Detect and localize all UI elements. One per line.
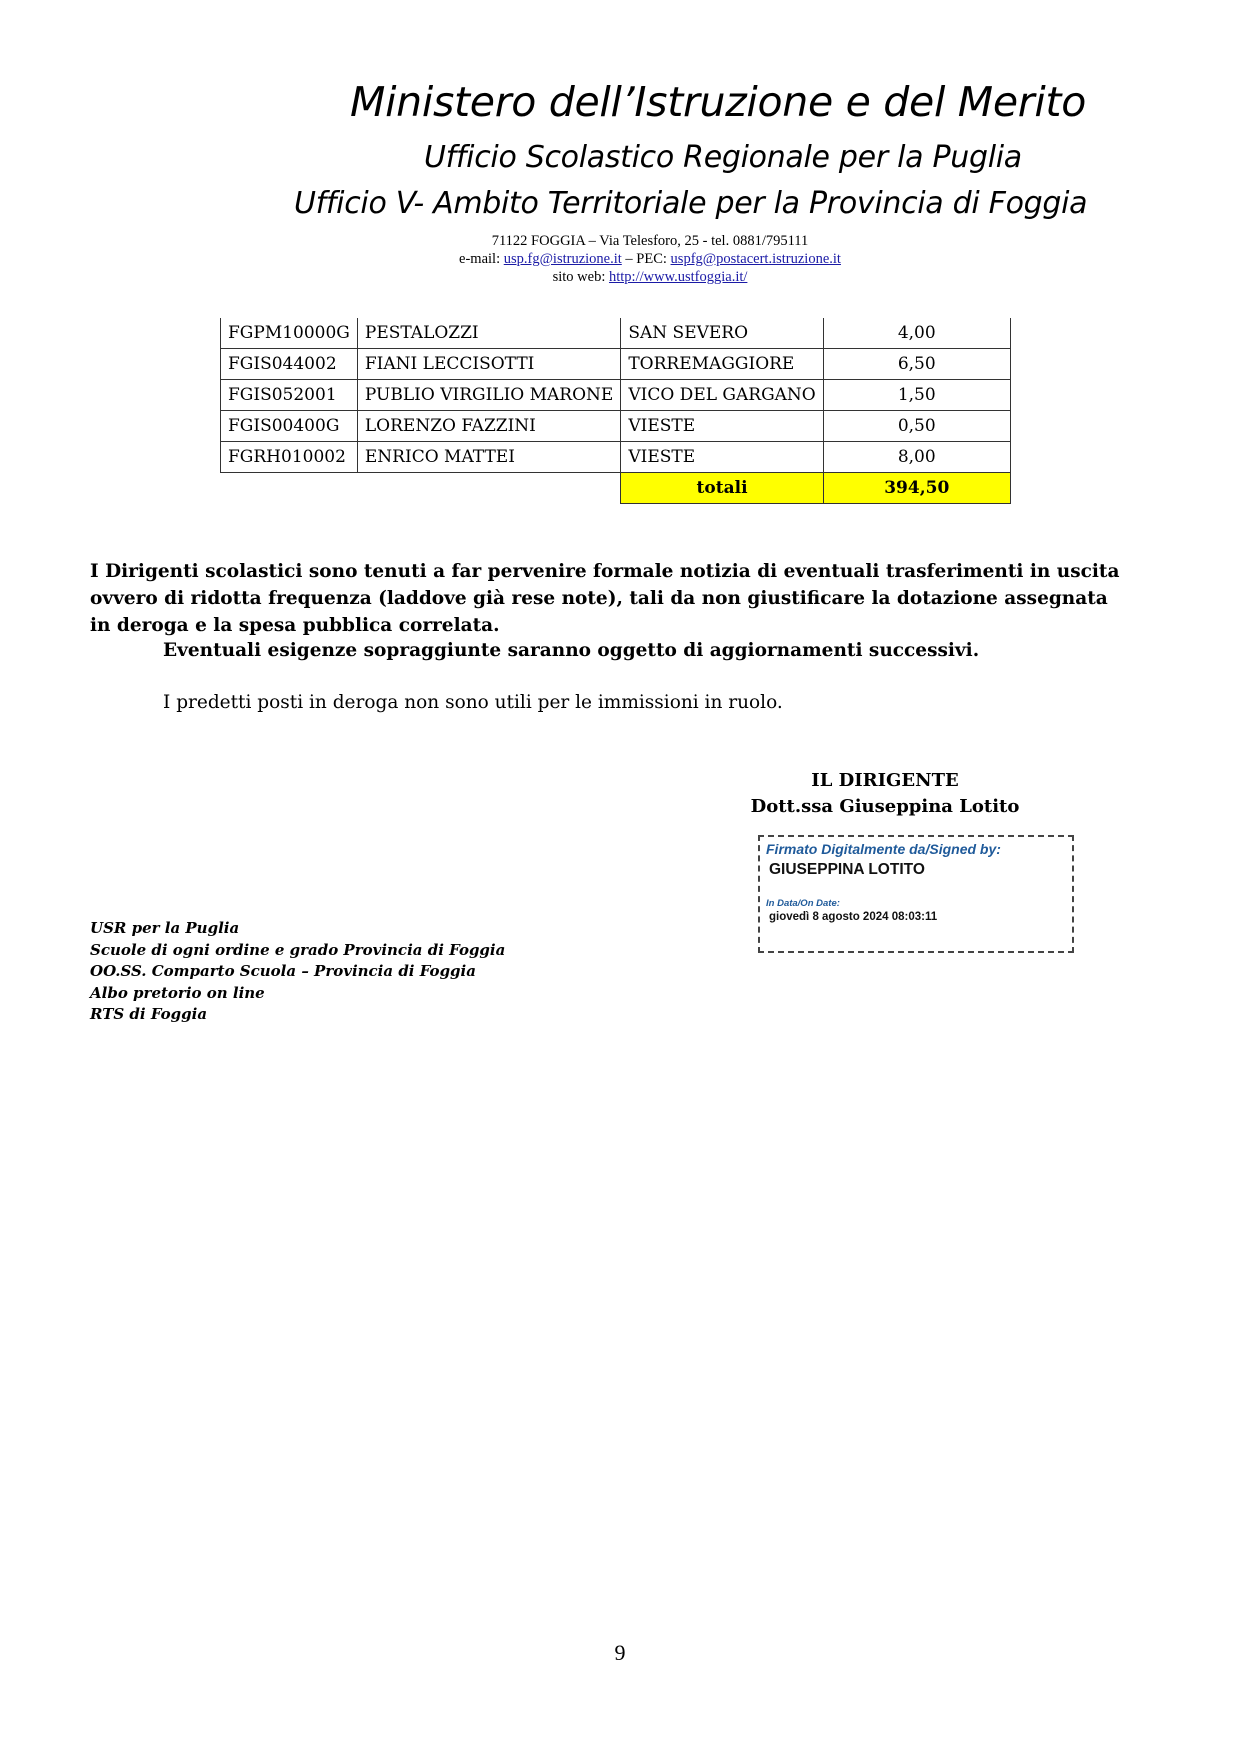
list-item: Albo pretorio on line <box>90 983 265 1002</box>
stamp-signer: GIUSEPPINA LOTITO <box>769 861 925 878</box>
list-item: RTS di Foggia <box>90 1005 208 1023</box>
school-name: PESTALOZZI <box>357 318 620 349</box>
school-name: ENRICO MATTEI <box>357 442 620 473</box>
office-title: Ufficio Scolastico Regionale per la Puglia <box>424 140 1022 175</box>
digital-signature-stamp <box>758 835 1074 953</box>
table-row <box>221 442 1011 473</box>
distribution-list <box>90 918 505 1026</box>
web-line <box>300 268 1000 286</box>
email-link[interactable]: usp.fg@istruzione.it <box>503 251 622 267</box>
totals-label: totali <box>621 473 823 504</box>
notice-paragraph: I Dirigenti scolastici sono tenuti a far pervenire formale notizia di eventuali trasferimenti in uscita ovvero di ridotta frequenza (laddove già rese note), tali da non giustificare la dotazione assegnata in deroga e la spesa pubblica correlata. <box>90 561 1120 636</box>
list-item: OO.SS. Comparto Scuola – Provincia di Foggia <box>90 962 476 980</box>
school-code: FGRH010002 <box>221 442 358 473</box>
deroga-paragraph: I predetti posti in deroga non sono utili per le immissioni in ruolo. <box>163 692 783 713</box>
school-city: VICO DEL GARGANO <box>621 380 823 411</box>
table-row <box>221 349 1011 380</box>
signer-role: IL DIRIGENTE <box>811 770 959 791</box>
school-value: 8,00 <box>823 442 1010 473</box>
email-label: e-mail: <box>459 251 504 267</box>
school-code: FGIS052001 <box>221 380 358 411</box>
email-line <box>300 250 1000 268</box>
school-code: FGPM10000G <box>221 318 358 349</box>
school-value: 6,50 <box>823 349 1010 380</box>
school-value: 4,00 <box>823 318 1010 349</box>
ministry-title: Ministero dell’Istruzione e del Merito <box>350 78 1086 126</box>
table-row <box>221 318 1011 349</box>
school-name: LORENZO FAZZINI <box>357 411 620 442</box>
sub-office-title: Ufficio V- Ambito Territoriale per la Provincia di Foggia <box>294 186 1088 221</box>
updates-paragraph: Eventuali esigenze sopraggiunte saranno oggetto di aggiornamenti successivi. <box>163 640 980 661</box>
totals-value: 394,50 <box>823 473 1010 504</box>
school-code: FGIS044002 <box>221 349 358 380</box>
school-city: VIESTE <box>621 442 823 473</box>
school-value: 1,50 <box>823 380 1010 411</box>
totals-row <box>221 473 1011 504</box>
address-line: 71122 FOGGIA – Via Telesforo, 25 - tel. 0881/795111 <box>491 233 809 249</box>
school-name: FIANI LECCISOTTI <box>357 349 620 380</box>
page-number: 9 <box>614 1640 626 1665</box>
school-city: VIESTE <box>621 411 823 442</box>
allocation-table <box>220 318 1011 504</box>
web-label: sito web: <box>552 269 609 285</box>
list-item: USR per la Puglia <box>90 919 240 937</box>
school-name: PUBLIO VIRGILIO MARONE <box>357 380 620 411</box>
web-link[interactable]: http://www.ustfoggia.it/ <box>608 269 748 285</box>
school-value: 0,50 <box>823 411 1010 442</box>
school-city: SAN SEVERO <box>621 318 823 349</box>
stamp-date: giovedì 8 agosto 2024 08:03:11 <box>769 911 938 923</box>
pec-link[interactable]: uspfg@postacert.istruzione.it <box>670 251 841 267</box>
table-row <box>221 411 1011 442</box>
signer-name: Dott.ssa Giuseppina Lotito <box>750 796 1020 817</box>
pec-label: – PEC: <box>621 251 671 267</box>
signed-by-label: Firmato Digitalmente da/Signed by: <box>766 841 1001 857</box>
school-code: FGIS00400G <box>221 411 358 442</box>
school-city: TORREMAGGIORE <box>621 349 823 380</box>
stamp-date-label: In Data/On Date: <box>766 898 840 909</box>
list-item: Scuole di ogni ordine e grado Provincia di Foggia <box>90 940 506 959</box>
table-row <box>221 380 1011 411</box>
